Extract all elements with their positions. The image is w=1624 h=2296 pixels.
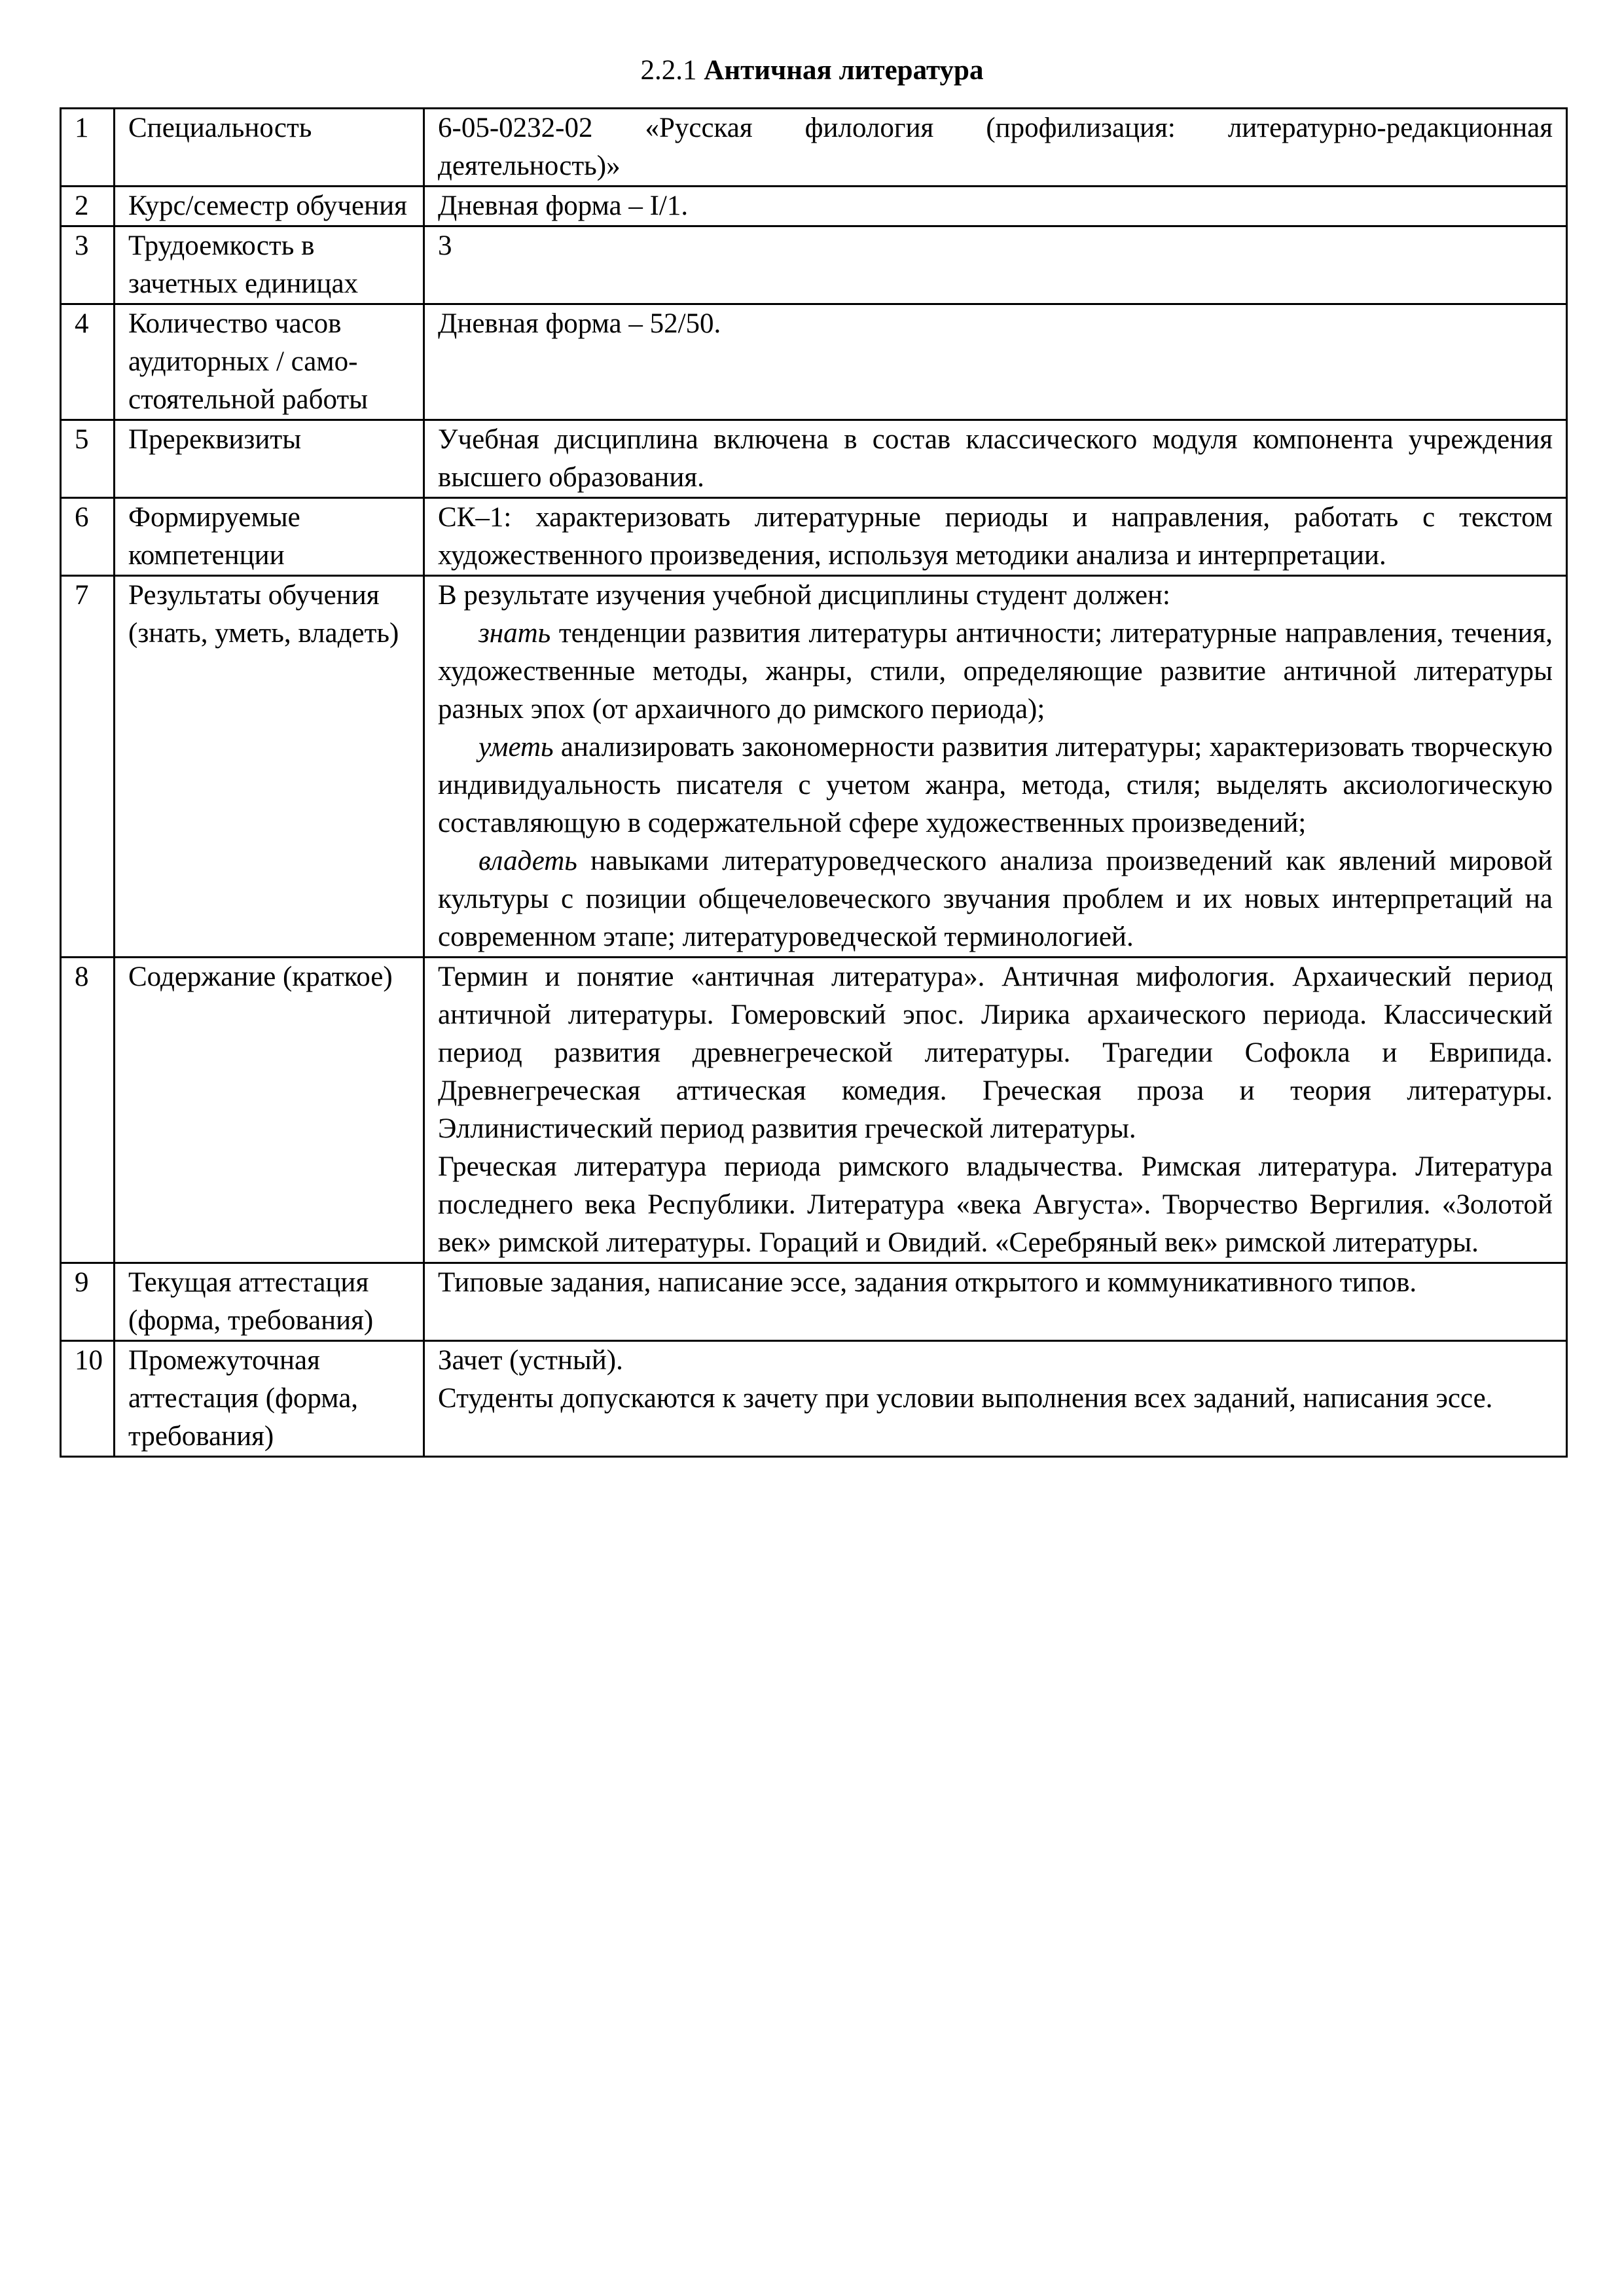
table-row	[61, 1263, 1567, 1341]
outcome-text: анализировать закономерности развития литературы; характеризовать творческую индивидуальность писателя с учетом жанра, метода, стиля; выделять аксиологическую составляющую в содержательной сфере художественных произведений;	[438, 732, 1553, 838]
row-value: 6-05-0232-02 «Русская филология (профилизация: литературно-редакционная деятельность)»	[424, 109, 1567, 187]
row-value: Дневная форма – I/1.	[424, 187, 1567, 226]
row-label: Трудоемкость в зачетных единицах	[115, 226, 424, 304]
row-label: Количество часов аудиторных / само-стоятельной работы	[115, 304, 424, 420]
row-number: 6	[61, 498, 115, 576]
row-number: 1	[61, 109, 115, 187]
row-label: Специальность	[115, 109, 424, 187]
section-number: 2.2.1	[640, 55, 697, 86]
table-row	[61, 1341, 1567, 1457]
row-number: 8	[61, 958, 115, 1263]
row-value: Типовые задания, написание эссе, задания открытого и коммуникативного типов.	[424, 1263, 1567, 1341]
row-label: Промежуточная аттестация (форма, требования)	[115, 1341, 424, 1457]
table-row	[61, 498, 1567, 576]
outcome-term: владеть	[478, 846, 577, 876]
assessment-paragraph: Студенты допускаются к зачету при условии выполнения всех заданий, написания эссе.	[438, 1383, 1493, 1414]
table-row	[61, 576, 1567, 958]
row-number: 4	[61, 304, 115, 420]
assessment-paragraph: Зачет (устный).	[438, 1345, 623, 1376]
table-row	[61, 304, 1567, 420]
content-paragraph: Термин и понятие «античная литература». Античная мифология. Архаический период античной литературы. Гомеровский эпос. Лирика архаического периода. Классический период развития древнегреческой литературы. Трагедии Софокла и Еврипида. Древнегреческая аттическая комедия. Греческая проза и теория литературы. Эллинистический период развития греческой литературы.	[438, 961, 1553, 1144]
row-number: 7	[61, 576, 115, 958]
table-row	[61, 187, 1567, 226]
outcome-text: навыками литературоведческого анализа произведений как явлений мировой культуры с позиции общечеловеческого звучания проблем и их новых интерпретаций на современном этапе; литературоведческой терминологией.	[438, 846, 1553, 952]
outcome-can	[438, 728, 1553, 842]
content-paragraph: Греческая литература периода римского владычества. Римская литература. Литература последнего века Республики. Литература «века Августа». Творчество Вергилия. «Золотой век» римской литературы. Гораций и Овидий. «Серебряный век» римской литературы.	[438, 1151, 1553, 1258]
outcomes-intro: В результате изучения учебной дисциплины студент должен:	[438, 580, 1171, 611]
row-number: 5	[61, 420, 115, 498]
final-assessment	[424, 1341, 1567, 1457]
row-value: Дневная форма – 52/50.	[424, 304, 1567, 420]
section-title: Античная литература	[704, 55, 984, 86]
row-value: 3	[424, 226, 1567, 304]
outcome-know	[438, 615, 1553, 728]
outcome-term: знать	[478, 618, 551, 649]
row-number: 10	[61, 1341, 115, 1457]
row-label: Пререквизиты	[115, 420, 424, 498]
row-label: Курс/семестр обучения	[115, 187, 424, 226]
table-row	[61, 420, 1567, 498]
table-row	[61, 109, 1567, 187]
row-number: 2	[61, 187, 115, 226]
table-row	[61, 958, 1567, 1263]
section-heading	[0, 52, 1624, 89]
discipline-table	[60, 107, 1568, 1458]
row-label: Содержание (краткое)	[115, 958, 424, 1263]
row-value: СК–1: характеризовать литературные периоды и направления, работать с текстом художественного произведения, используя методики анализа и интерпретации.	[424, 498, 1567, 576]
row-number: 9	[61, 1263, 115, 1341]
row-number: 3	[61, 226, 115, 304]
learning-outcomes	[424, 576, 1567, 958]
row-label: Формируемые компетенции	[115, 498, 424, 576]
outcome-text: тенденции развития литературы античности; литературные направления, течения, художественные методы, жанры, стили, определяющие развитие античной литературы разных эпох (от архаичного до римского периода);	[438, 618, 1553, 725]
outcome-term: уметь	[478, 732, 554, 762]
outcome-possess	[438, 842, 1553, 956]
content-summary	[424, 958, 1567, 1263]
row-label: Текущая аттестация (форма, требования)	[115, 1263, 424, 1341]
row-label: Результаты обучения (знать, уметь, владеть)	[115, 576, 424, 958]
row-value: Учебная дисциплина включена в состав классического модуля компонента учреждения высшего образования.	[424, 420, 1567, 498]
table-row	[61, 226, 1567, 304]
